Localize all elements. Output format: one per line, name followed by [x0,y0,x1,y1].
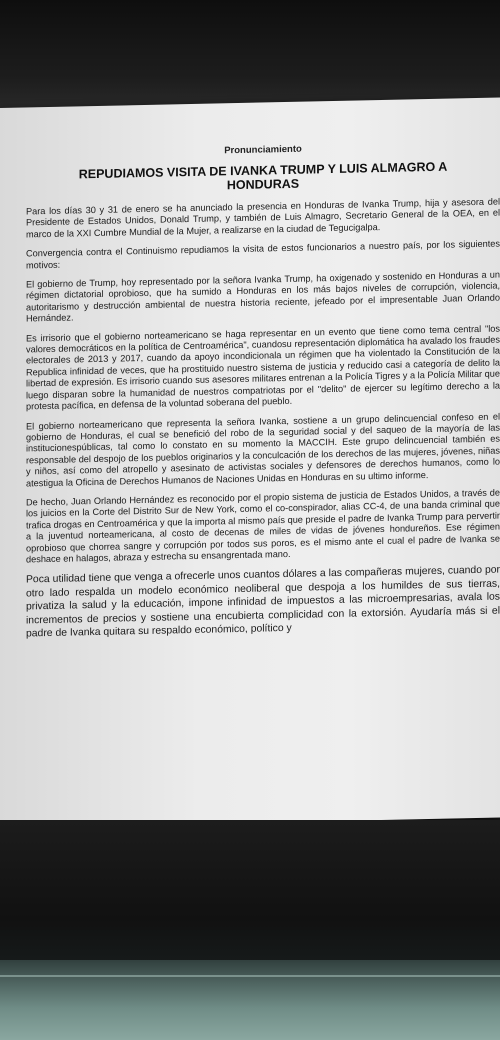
paragraph-4: Es irrisorio que el gobierno norteamericano se haga representar en un evento que tiene como tema central "los valores democráticos en la política de Centroamérica", cuandosu representación diplomática ha avalado los fraudes electorales de 2013 y 2017, cuando da apoyo incondicionala un régimen que ha violentado la Constitución de la Republica infinidad de veces, que ha prostituido nuestro sistema de justicia y reducido casi a categoría de delito la libertad de expresión. Es irrisorio cuando sus asesores militares entrenan a la Policía Tigres y a la Policía Militar que luego disparan sobre la humanidad de nuestros compatriotas por el "delito" de ejercer su legítimo derecho a la protesta pacífica, en defensa de la voluntad soberana del pueblo. [26,323,500,412]
paragraph-2: Convergencia contra el Continuismo repudiamos la visita de estos funcionarios a nuestro país, por los siguientes motivos: [26,238,500,271]
paragraph-5: El gobierno norteamericano que representa la señora Ivanka, sostiene a un grupo delincuencial confeso en el gobierno de Honduras, el cual se benefició del robo de la seguridad social y del saqueo de la mayoría de las institucionespúblicas, tal como lo constato en su momento la MACCIH. Este grupo delincuencial también es responsable del despojo de los pueblos originarios y la conculcación de los derechos de las mujeres, jóvenes, niñas y niños, así como del atropello y asesinato de activistas sociales y defensores de derechos humanos, como lo atestigua la Oficina de Derechos Humanos de Naciones Unidas en Honduras en su ultimo informe. [26,411,500,488]
paragraph-1: Para los días 30 y 31 de enero se ha anunciado la presencia en Honduras de Ivanka Trump, hija y asesora del Presidente de Estados Unidos, Donald Trump, y también de Luis Almagro, Secretario General de la OEA, en el marco de la XXI Cumbre Mundial de la Mujer, a realizarse en la ciudad de Tegucigalpa. [26,196,500,240]
document-body [26,140,500,649]
paragraph-7: Poca utilidad tiene que venga a ofrecerle unos cuantos dólares a las compañeras mujeres, cuando por otro lado respalda un modelo económico neoliberal que despoja a los humildes de sus tierras, privatiza la salud y la educación, impone infinidad de impuestos a las microempresarias, avala los incrementos de precios y sostiene una encubierta complicidad con la extorsión. Ayudaría más si el padre de Ivanka quitara su respaldo económico, político y [26,564,500,640]
paragraph-3: El gobierno de Trump, hoy representado por la señora Ivanka Trump, ha oxigenado y sostenido en Honduras a un régimen dictatorial oprobioso, que ha sumido a Honduras en los más bajos niveles de corrupción, violencia, autoritarismo y destrucción ambiental de nuestra historia reciente, jefeado por el impresentable Juan Orlando Hernández. [26,269,500,324]
dark-background-top [0,0,500,112]
document-title: REPUDIAMOS VISITA DE IVANKA TRUMP Y LUIS ALMAGRO A HONDURAS [78,159,448,193]
document-page [0,98,500,828]
floor-surface [0,960,500,1040]
paragraph-6: De hecho, Juan Orlando Hernández es reconocido por el propio sistema de justicia de Estados Unidos, a través de los juicios en la Corte del Distrito Sur de New York, como el co-conspirador, alias CC-4, de una banda criminal que trafica drogas en Centroamérica y que la importa al mismo país que preside el padre de Ivanka Trump para pervertir a la juventud norteamericana, al costo de decenas de miles de vidas de jóvenes hondureños. Ese régimen oprobioso que chorrea sangre y corrupción por todos sus poros, es el mismo ante el cual el padre de Ivanka se deshace en halagos, abraza y estrecha su ensangrentada mano. [26,487,500,565]
document-kicker: Pronunciamiento [224,143,302,157]
floor-edge [0,975,500,977]
